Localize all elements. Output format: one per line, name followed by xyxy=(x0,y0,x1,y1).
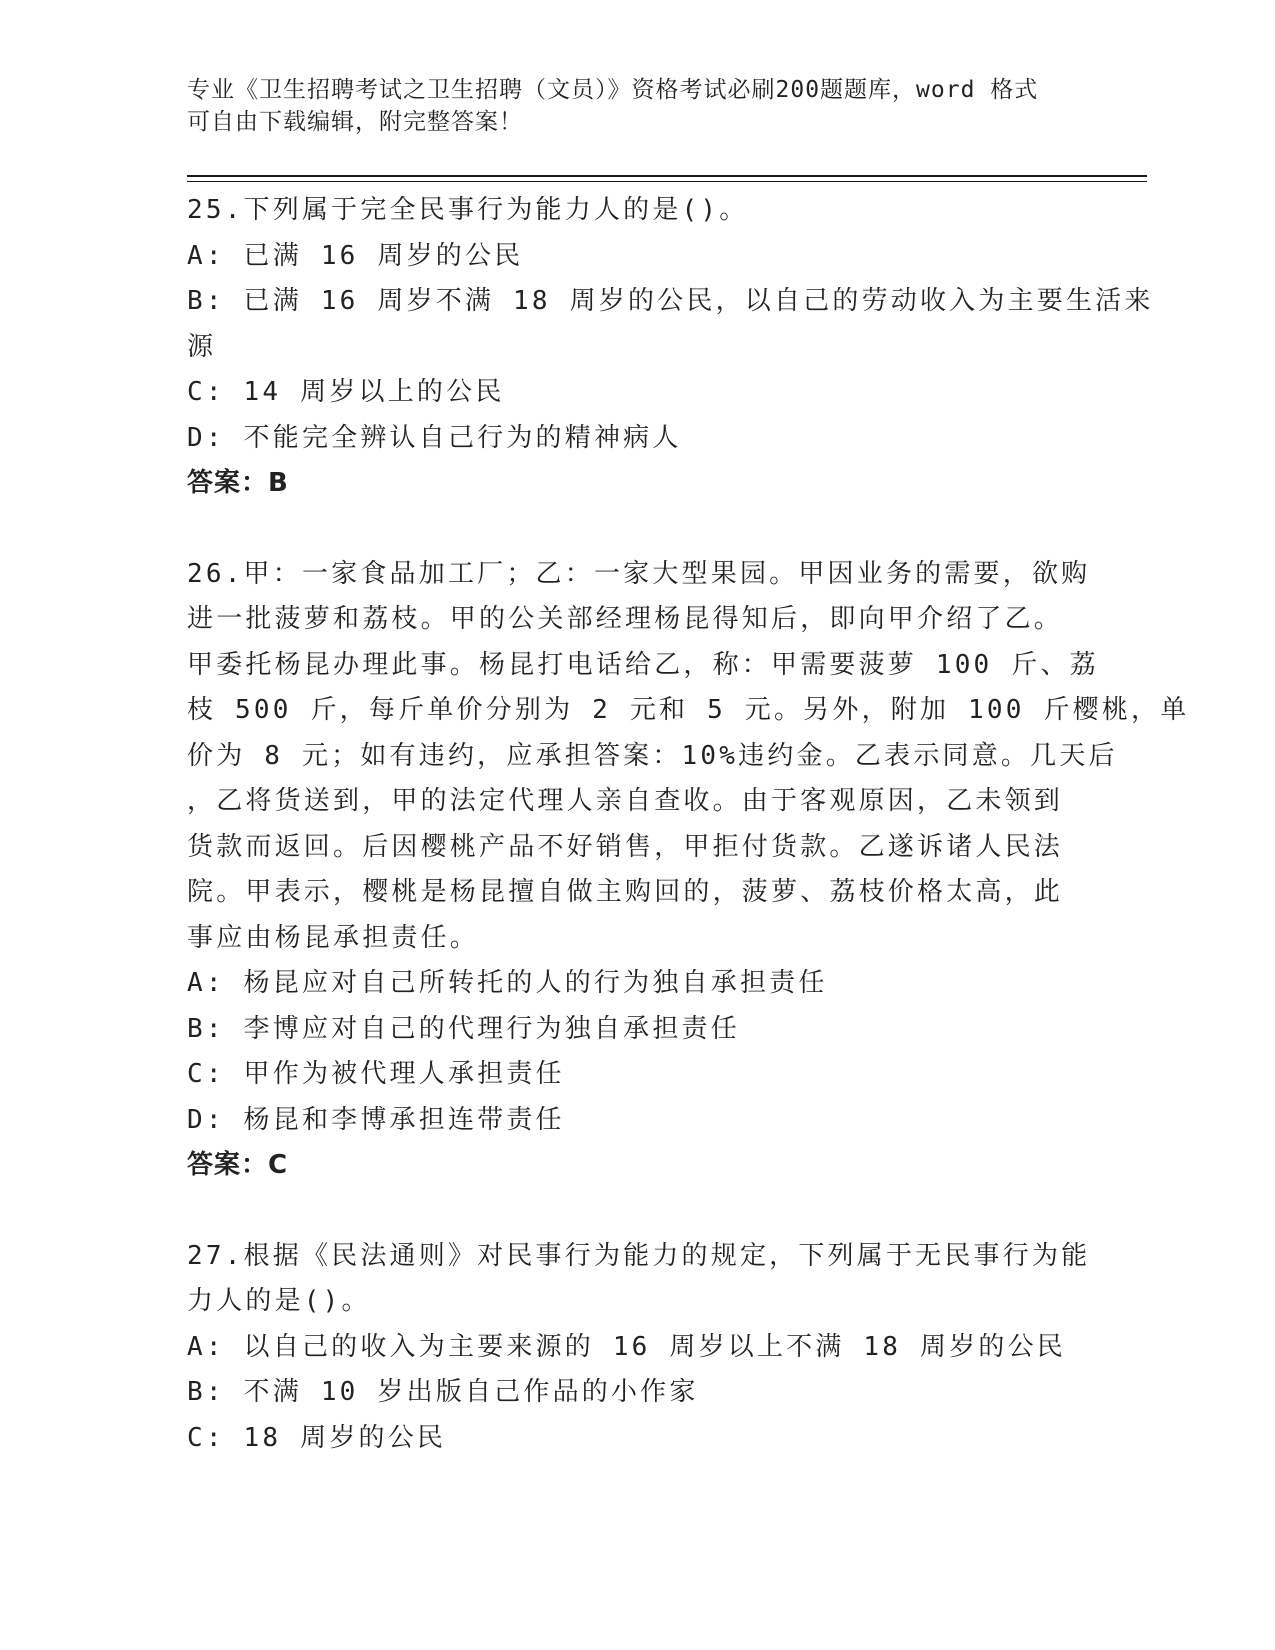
option-d: D: 不能完全辨认自己行为的精神病人 xyxy=(187,422,682,453)
question-stem-line: 26.甲：一家食品加工厂；乙：一家大型果园。甲因业务的需要，欲购 xyxy=(187,558,1091,589)
question-list xyxy=(187,188,1190,1461)
document-header xyxy=(187,74,1077,138)
question-stem-line: 货款而返回。后因樱桃产品不好销售，甲拒付货款。乙遂诉诸人民法 xyxy=(187,831,1064,862)
header-line-1: 专业《卫生招聘考试之卫生招聘（文员）》资格考试必刷200题题库，word 格式 xyxy=(187,77,1039,103)
option-b: B: 李博应对自己的代理行为独自承担责任 xyxy=(187,1013,740,1044)
question-stem-line: 枝 500 斤，每斤单价分别为 2 元和 5 元。另外，附加 100 斤樱桃，单 xyxy=(187,695,1190,725)
question-stem-line: 25.下列属于完全民事行为能力人的是()。 xyxy=(187,195,749,225)
question-stem-line: 事应由杨昆承担责任。 xyxy=(187,922,480,953)
option-b: B: 不满 10 岁出版自己作品的小作家 xyxy=(187,1377,699,1407)
header-divider-thin xyxy=(187,181,1147,182)
header-divider-thick xyxy=(187,175,1147,177)
option-b: B: 已满 16 周岁不满 18 周岁的公民，以自己的劳动收入为主要生活来 xyxy=(187,286,1154,316)
option-c: C: 18 周岁的公民 xyxy=(187,1422,447,1453)
question-stem-line: 价为 8 元；如有违约，应承担答案：10%违约金。乙表示同意。几天后 xyxy=(187,740,1118,771)
option-a: A: 已满 16 周岁的公民 xyxy=(187,240,524,271)
option-c: C: 14 周岁以上的公民 xyxy=(187,377,505,407)
question-stem-line: 27.根据《民法通则》对民事行为能力的规定，下列属于无民事行为能 xyxy=(187,1240,1091,1271)
answer-label: 答案：C xyxy=(187,1150,289,1180)
question-stem-line: 甲委托杨昆办理此事。杨昆打电话给乙，称：甲需要菠萝 100 斤、荔 xyxy=(187,649,1099,680)
option-d: D: 杨昆和李博承担连带责任 xyxy=(187,1104,565,1135)
question-27 xyxy=(187,1234,1091,1462)
option-a: A: 以自己的收入为主要来源的 16 周岁以上不满 18 周岁的公民 xyxy=(187,1331,1066,1362)
question-26 xyxy=(187,552,1190,1189)
question-stem-line: 院。甲表示，樱桃是杨昆擅自做主购回的，菠萝、荔枝价格太高，此 xyxy=(187,877,1064,907)
question-stem-line: 进一批菠萝和荔枝。甲的公关部经理杨昆得知后，即向甲介绍了乙。 xyxy=(187,604,1064,634)
question-25 xyxy=(187,188,1154,507)
question-stem-line: ，乙将货送到，甲的法定代理人亲自查收。由于客观原因，乙未领到 xyxy=(187,786,1064,816)
option-c: C: 甲作为被代理人承担责任 xyxy=(187,1059,565,1089)
header-line-2: 可自由下载编辑，附完整答案！ xyxy=(187,109,523,135)
option-b-continued: 源 xyxy=(187,331,217,362)
option-a: A: 杨昆应对自己所转托的人的行为独自承担责任 xyxy=(187,968,828,998)
answer-label: 答案：B xyxy=(187,468,289,498)
question-stem-line: 力人的是()。 xyxy=(187,1286,371,1316)
